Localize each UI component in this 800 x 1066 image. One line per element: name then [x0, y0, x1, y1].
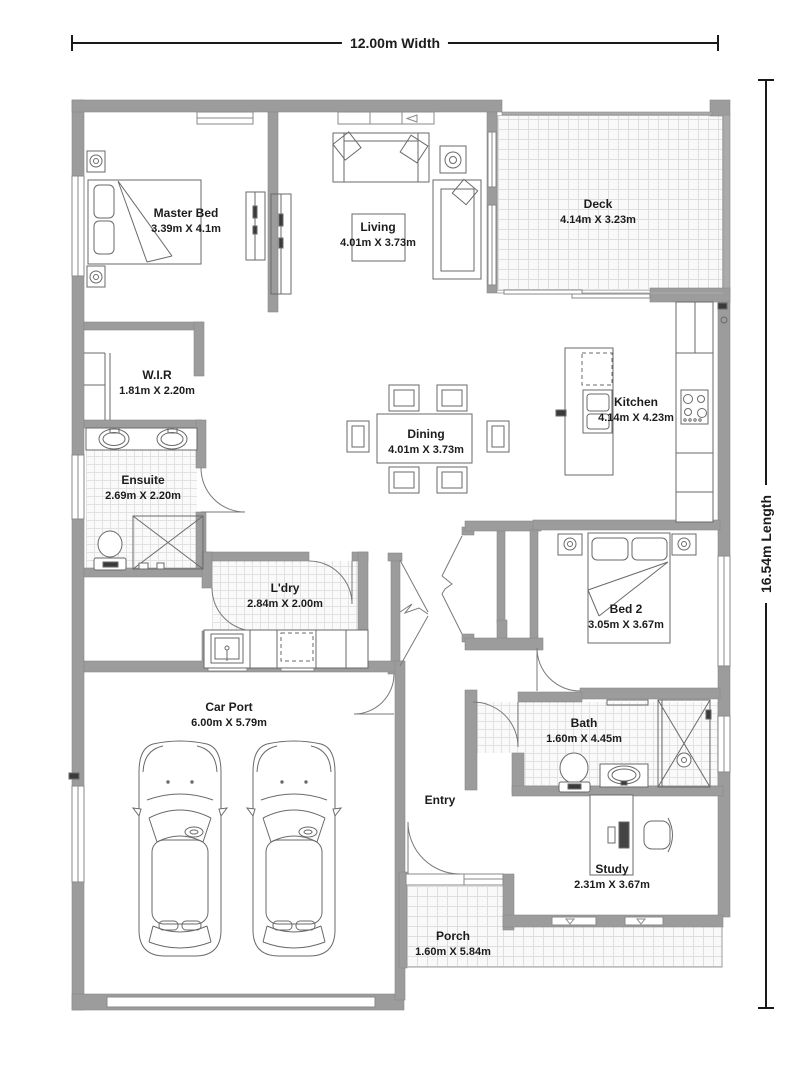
office-chair-icon	[644, 818, 673, 852]
laundry-fixtures	[204, 630, 368, 668]
bed2-door	[537, 648, 580, 691]
towel-rail-icon	[607, 700, 648, 705]
bed2-window	[718, 556, 730, 666]
shower-icon	[133, 516, 203, 569]
room-label-deck: Deck 4.14m X 3.23m	[560, 197, 636, 226]
dining-chair-icon	[487, 421, 509, 452]
dining-chair-icon	[389, 467, 419, 493]
dining-chair-icon	[437, 385, 467, 411]
room-label-kitchen: Kitchen 4.14m X 4.23m	[598, 395, 674, 424]
room-label-bath: Bath 1.60m X 4.45m	[546, 716, 622, 745]
porch-edge-lines	[399, 293, 723, 967]
length-dimension-label: 16.54m Length	[757, 485, 775, 603]
chaise-icon	[433, 179, 481, 279]
sofa-icon	[333, 132, 429, 182]
monitor-icon	[619, 822, 629, 848]
bath-window	[718, 716, 730, 772]
entry-door	[408, 822, 460, 874]
room-label-master-bed: Master Bed 3.39m X 4.1m	[151, 206, 221, 235]
vanity-icon	[600, 764, 648, 787]
dining-chair-icon	[347, 421, 369, 452]
master-window	[72, 176, 84, 276]
room-label-bed2: Bed 2 3.05m X 3.67m	[588, 602, 664, 631]
toilet-icon	[94, 531, 126, 570]
room-label-ensuite: Ensuite 2.69m X 2.20m	[105, 473, 181, 502]
room-label-entry: Entry	[424, 793, 456, 808]
master-hall-door	[201, 468, 245, 512]
entry-sidelight	[464, 874, 503, 885]
living-media-unit	[338, 112, 434, 124]
room-label-porch: Porch 1.60m X 5.84m	[415, 929, 491, 958]
ensuite-window	[72, 455, 84, 519]
toilet-icon	[559, 753, 590, 792]
dining-chair-icon	[389, 385, 419, 411]
carport-door	[354, 674, 394, 714]
room-label-dining: Dining 4.01m X 3.73m	[388, 427, 464, 456]
room-label-carport: Car Port 6.00m X 5.79m	[191, 700, 267, 729]
living-furniture	[333, 132, 481, 279]
room-label-laundry: L'dry 2.84m X 2.00m	[247, 581, 323, 610]
carport-window	[72, 786, 84, 882]
room-label-living: Living 4.01m X 3.73m	[340, 220, 416, 249]
nightstand-icon	[558, 534, 582, 555]
master-top-window	[197, 112, 253, 124]
hall-bifold-left	[400, 560, 428, 666]
nightstand-icon	[672, 534, 696, 555]
side-table-icon	[440, 146, 466, 173]
car-icon	[133, 741, 227, 956]
living-deck-windows	[488, 132, 496, 285]
wir-shelving	[84, 353, 110, 420]
shower-icon	[658, 700, 711, 787]
garage-opening	[107, 997, 375, 1007]
deck-sliding-door	[504, 290, 650, 298]
width-dimension-label: 12.00m Width	[342, 34, 448, 52]
room-label-study: Study 2.31m X 3.67m	[574, 862, 650, 891]
hall-bifold-right	[442, 536, 462, 634]
cooktop-icon	[681, 390, 708, 424]
bath-fixtures	[559, 700, 711, 792]
car-icon	[247, 741, 341, 956]
entry-door-opening	[406, 874, 464, 885]
dining-chair-icon	[437, 467, 467, 493]
room-label-wir: W.I.R 1.81m X 2.20m	[119, 368, 195, 397]
bath-door	[473, 702, 518, 747]
